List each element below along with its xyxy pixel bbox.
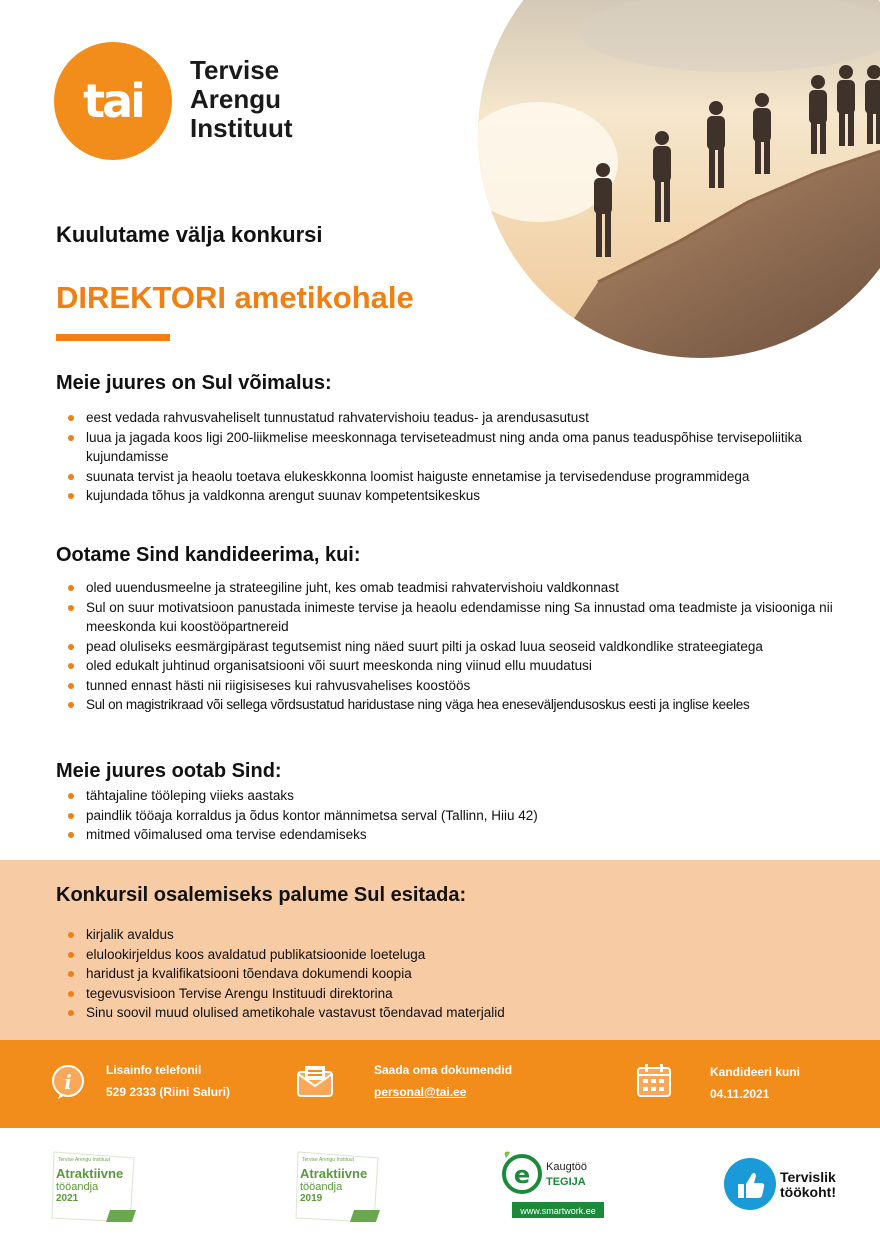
info-phone[interactable]: 529 2333 (Riini Saluri) [106,1085,231,1099]
list-item: eest vedada rahvusvaheliselt tunnustatud rahvatervishoiu teadus- ja arendusasutust [66,408,826,428]
badge-sub: tööandja [56,1181,99,1193]
list-item: elulookirjeldus koos avaldatud publikatsioonide loeteluga [66,945,826,965]
tervislik-line1: Tervislik [780,1169,836,1185]
contact-band [0,1040,880,1128]
list-item: tähtajaline tööleping viieks aastaks [66,786,826,806]
send-label: Saada oma dokumendid [374,1063,513,1077]
list-item: pead oluliseks eesmärgipärast tegutsemist ning näed suurt pilti ja oskad luua seoseid valdkondlike strateegiatega [66,637,866,657]
smartwork-line2: TEGIJA [546,1176,586,1188]
list-item: suunata tervist ja heaolu toetava elukeskkonna loomist haiguste ennetamise ja tervisedenduse programmidega [66,467,826,487]
list-item: kujundada tõhus ja valdkonna arengut suunav kompetentsikeskus [66,486,826,506]
badge-org-text: Tervise Arengu Instituut [58,1157,110,1163]
smartwork-line1: Kaugtöö [546,1161,587,1173]
list-item: kirjalik avaldus [66,925,826,945]
section-title-offer: Meie juures ootab Sind: [56,760,282,782]
badge-org-text: Tervise Arengu Instituut [302,1157,354,1163]
hikers-photo [478,0,880,358]
section-title-opportunity: Meie juures on Sul võimalus: [56,372,332,394]
email-link[interactable]: personal@tai.ee [374,1085,467,1099]
offer-list [66,786,826,845]
badge-year: 2019 [300,1193,323,1204]
list-item: oled uuendusmeelne ja strateegiline juht, kes omab teadmisi rahvatervishoiu valdkonnast [66,578,866,598]
info-icon [50,1064,86,1105]
org-name-line: Instituut [190,113,293,143]
section-title-documents: Konkursil osalemiseks palume Sul esitada: [56,884,467,906]
tervislik-line2: töökoht! [780,1184,836,1200]
smartwork-url: www.smartwork.ee [520,1206,596,1216]
list-item: haridust ja kvalifikatsiooni tõendava dokumendi koopia [66,964,826,984]
list-item: tunned ennast hästi nii riigisiseses kui rahvusvahelises koostöös [66,676,866,696]
tervislik-tookoht-badge [722,1156,846,1217]
hikers-illustration [478,0,880,358]
tai-logo [54,42,172,160]
deadline-label: Kandideeri kuni [710,1065,801,1079]
opportunity-list [66,408,826,506]
attractive-employer-2021-badge [50,1148,140,1231]
list-item: tegevusvisioon Tervise Arengu Instituudi direktorina [66,984,826,1004]
list-item: Sul on magistrikraad või sellega võrdsustatud haridustase ning väga hea eneseväljendusoskus eesti ja inglise keeles [66,695,866,715]
badge-title: Atraktiivne [56,1166,124,1181]
list-item: luua ja jagada koos ligi 200-liikmelise meeskonnaga terviseteadmust ning anda oma panus teaduspõhise tervisepoliitika kujundamisse [66,428,826,467]
org-name-line: Arengu [190,84,281,114]
attractive-employer-2019-badge [294,1148,384,1231]
org-name-line: Tervise [190,55,280,85]
badge-year: 2021 [56,1193,79,1204]
badge-title: Atraktiivne [300,1166,368,1181]
badge-sub: tööandja [300,1181,343,1193]
announcement: Kuulutame välja konkursi [56,222,323,247]
headline: DIREKTORI ametikohale [56,280,414,315]
list-item: paindlik tööaja korraldus ja õdus kontor männimetsa serval (Tallinn, Hiiu 42) [66,806,826,826]
svg-text:e: e [513,1161,531,1189]
smartwork-badge [498,1148,608,1227]
list-item: oled edukalt juhtinud organisatsiooni või suurt meeskonda ning viinud ellu muudatusi [66,656,866,676]
list-item: Sinu soovil muud olulised ametikohale vastavust tõendavad materjalid [66,1003,826,1023]
list-item: Sul on suur motivatsioon panustada inimeste tervise ja heaolu edendamisse ning Sa innustad oma teadmiste ja visiooniga nii meeskonda kui koostööpartnereid [66,598,866,637]
headline-underline [56,334,170,341]
org-name [190,56,293,143]
deadline-date: 04.11.2021 [710,1087,770,1101]
envelope-icon [296,1064,334,1103]
logo-text: tai [83,74,143,128]
info-label: Lisainfo telefonil [106,1063,202,1077]
section-title-requirements: Ootame Sind kandideerima, kui: [56,544,361,566]
calendar-icon [636,1062,672,1103]
documents-list [66,925,826,1023]
requirements-list [66,578,866,715]
svg-text:i: i [64,1070,72,1094]
list-item: mitmed võimalused oma tervise edendamiseks [66,825,826,845]
